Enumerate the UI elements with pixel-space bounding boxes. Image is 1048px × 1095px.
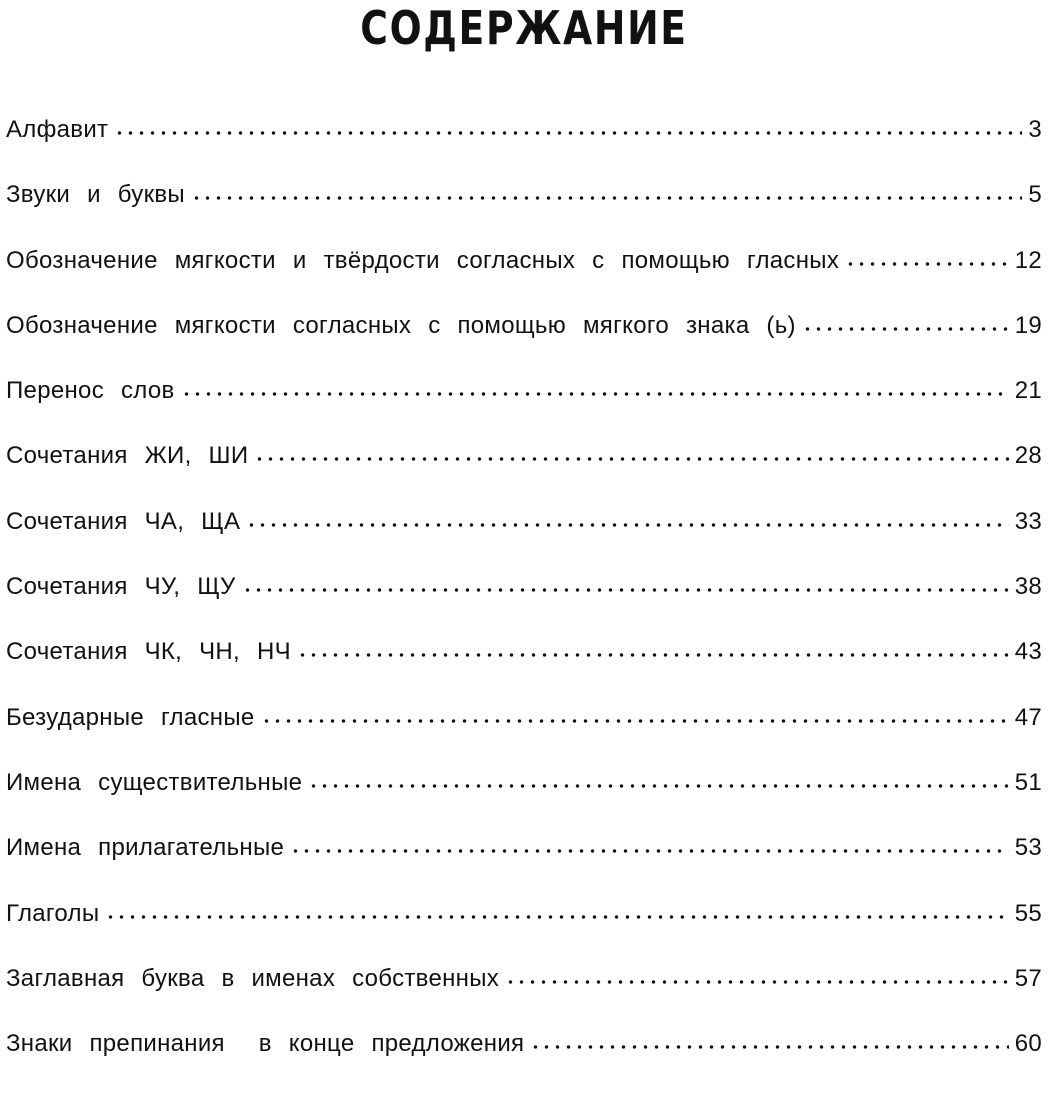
toc-entry[interactable]	[6, 769, 1042, 834]
dot-leader	[290, 847, 1009, 855]
toc-entry-page: 38	[1014, 573, 1042, 601]
dot-leader	[845, 260, 1009, 268]
toc-entry-title: Сочетания ЖИ, ШИ	[6, 442, 249, 470]
dot-leader	[114, 129, 1022, 137]
dot-leader	[261, 717, 1009, 725]
toc-entry-page: 21	[1014, 377, 1042, 405]
toc-entry-title: Перенос слов	[6, 377, 175, 405]
toc-entry[interactable]	[6, 965, 1042, 1030]
dot-leader	[530, 1043, 1008, 1051]
toc-entry[interactable]	[6, 834, 1042, 899]
toc-entry[interactable]	[6, 638, 1042, 703]
dot-leader	[308, 782, 1008, 790]
toc-entry-page: 51	[1014, 768, 1042, 796]
toc-entry-title: Сочетания ЧК, ЧН, НЧ	[6, 638, 291, 666]
dot-leader	[181, 390, 1009, 398]
toc-entry[interactable]	[6, 704, 1042, 769]
toc-entry-title: Сочетания ЧА, ЩА	[6, 507, 241, 535]
toc-entry[interactable]	[6, 312, 1042, 377]
toc-entry[interactable]	[6, 377, 1042, 442]
toc-entry-title: Обозначение мягкости согласных с помощью мягкого знака (ь)	[6, 311, 796, 339]
toc-entry[interactable]	[6, 181, 1042, 246]
toc-entry-title: Звуки и буквы	[6, 181, 185, 209]
toc-entry-page: 57	[1014, 964, 1042, 992]
toc-entry-page: 60	[1014, 1030, 1042, 1058]
toc-entry-page: 19	[1014, 311, 1042, 339]
dot-leader	[246, 521, 1008, 529]
toc-entry-title: Алфавит	[6, 116, 109, 143]
toc-entry-title: Имена прилагательные	[6, 834, 285, 862]
toc-entry-page: 28	[1014, 442, 1042, 470]
dot-leader	[191, 194, 1022, 202]
toc-entry[interactable]	[6, 508, 1042, 573]
toc-entry[interactable]	[6, 442, 1042, 507]
toc-entry-page: 47	[1014, 703, 1042, 731]
dot-leader	[254, 455, 1008, 463]
page-title: СОДЕРЖАНИЕ	[360, 1, 688, 55]
toc-entry-title: Обозначение мягкости и твёрдости согласных с помощью гласных	[6, 246, 840, 274]
dot-leader	[802, 325, 1009, 333]
toc-entry-page: 33	[1014, 507, 1042, 535]
dot-leader	[105, 913, 1008, 921]
toc-entry-page: 53	[1014, 834, 1042, 862]
toc-entry-title: Знаки препинания в конце предложения	[6, 1030, 525, 1058]
toc-entry-title: Глаголы	[6, 899, 100, 927]
toc-entry[interactable]	[6, 573, 1042, 638]
dot-leader	[297, 651, 1009, 659]
toc-entry-title: Заглавная буква в именах собственных	[6, 964, 500, 992]
dot-leader	[242, 586, 1009, 594]
dot-leader	[505, 978, 1009, 986]
table-of-contents	[6, 116, 1042, 1095]
toc-entry-page: 43	[1014, 638, 1042, 666]
toc-entry-title: Сочетания ЧУ, ЩУ	[6, 573, 236, 601]
toc-entry-title: Безударные гласные	[6, 703, 255, 731]
toc-entry-page: 12	[1014, 246, 1042, 274]
toc-entry[interactable]	[6, 900, 1042, 965]
toc-entry[interactable]	[6, 116, 1042, 181]
toc-entry-title: Имена существительные	[6, 768, 303, 796]
toc-entry[interactable]	[6, 1030, 1042, 1095]
toc-entry-page: 55	[1014, 899, 1042, 927]
toc-entry[interactable]	[6, 247, 1042, 312]
toc-entry-page: 5	[1028, 181, 1042, 209]
toc-entry-page: 3	[1028, 116, 1042, 143]
